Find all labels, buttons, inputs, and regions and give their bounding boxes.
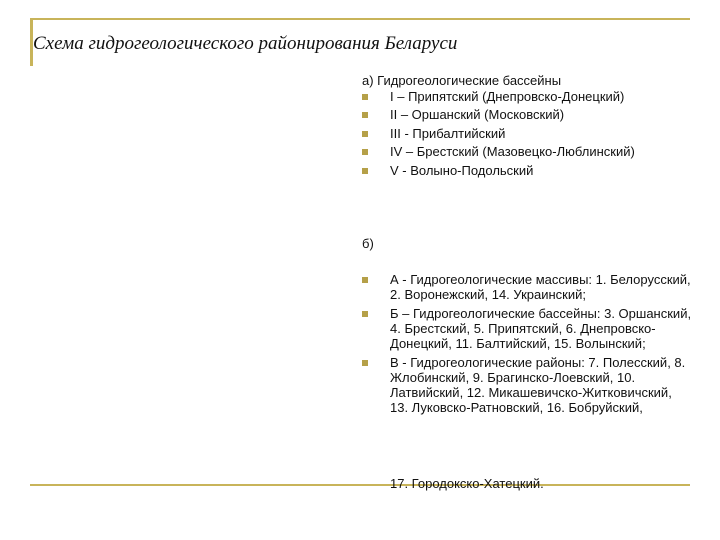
list-item xyxy=(362,126,635,145)
square-bullet-icon xyxy=(362,360,368,366)
square-bullet-icon xyxy=(362,112,368,118)
list-item-text: Б – Гидрогеологические бассейны: 3. Оршанский, 4. Брестский, 5. Припятский, 6. Днепровско-Донецкий, 11. Балтийский, 15. Волынский; xyxy=(390,306,692,351)
list-item-text: А - Гидрогеологические массивы: 1. Белорусский, 2. Воронежский, 14. Украинский; xyxy=(390,272,691,302)
list-item-text: III - Прибалтийский xyxy=(390,125,506,141)
list-item-text: V - Волыно-Подольский xyxy=(390,162,534,178)
square-bullet-icon xyxy=(362,277,368,283)
list-item-text: В - Гидрогеологические районы: 7. Полесский, 8. Жлобинский, 9. Брагинско-Лоевский, 10. Латвийский, 12. Микашевичско-Житковичский, 13. Луковско-Ратновский, 16. Бобруйский, xyxy=(390,355,686,415)
list-item xyxy=(362,306,692,351)
section-b-heading: б) xyxy=(362,236,374,251)
list-item xyxy=(362,144,635,163)
list-item xyxy=(362,272,692,302)
list-item xyxy=(362,107,635,126)
section-b xyxy=(362,236,374,252)
accent-bottom-line xyxy=(30,484,690,486)
list-item xyxy=(362,163,635,182)
square-bullet-icon xyxy=(362,149,368,155)
section-b-list xyxy=(362,272,692,415)
section-a-heading: а) Гидрогеологические бассейны xyxy=(362,73,562,88)
square-bullet-icon xyxy=(362,311,368,317)
list-item-text: I – Припятский (Днепровско-Донецкий) xyxy=(390,88,625,104)
list-item xyxy=(362,89,635,108)
list-item-text: II – Оршанский (Московский) xyxy=(390,107,565,122)
page-title: Схема гидрогеологического районирования Беларуси xyxy=(33,33,458,54)
square-bullet-icon xyxy=(362,131,368,137)
accent-top-line xyxy=(30,18,690,20)
square-bullet-icon xyxy=(362,168,368,174)
section-b-final-line: 17. Городокско-Хатецкий. xyxy=(390,476,544,491)
list-item xyxy=(362,355,692,415)
section-a xyxy=(362,73,635,181)
square-bullet-icon xyxy=(362,94,368,100)
list-item-text: IV – Брестский (Мазовецко-Люблинский) xyxy=(390,144,635,159)
section-a-list xyxy=(362,89,635,182)
